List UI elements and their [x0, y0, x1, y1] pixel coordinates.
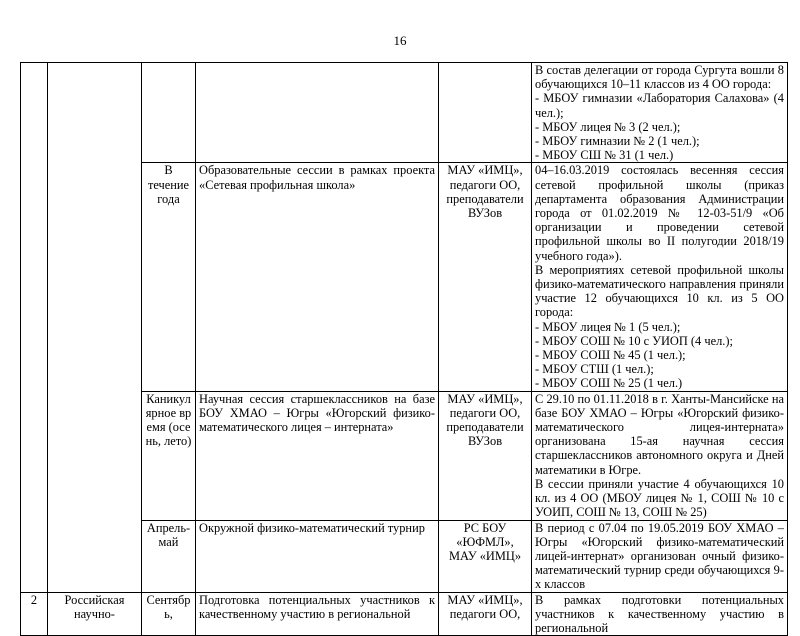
event-cell: Подготовка потенциальных участников к качественному участию в региональной	[196, 592, 439, 636]
period-cell	[142, 63, 196, 163]
result-line: В рамках подготовки потенциальных участников к качественному участию в региональной	[535, 592, 784, 635]
result-line: - МБОУ СШ № 31 (1 чел.)	[535, 148, 674, 163]
row-number-cell	[21, 63, 48, 593]
result-line: В сессии приняли участие 4 обучающихся 10 кл. из 4 ОО (МБОУ лицея № 1, СОШ № 10 с УОИП, СОШ № 13, СОШ № 25)	[535, 476, 784, 520]
responsible-cell	[439, 63, 532, 163]
olympiad-name-cell	[48, 63, 142, 593]
olympiad-name-cell: Российская научно-	[48, 592, 142, 636]
result-line: В мероприятиях сетевой профильной школы физико-математического направления приняли участие 12 обучающихся 10 кл. из 5 ОО города:	[535, 262, 784, 320]
event-cell	[196, 63, 439, 163]
result-line: - МБОУ лицея № 1 (5 чел.);	[535, 319, 681, 334]
result-cell	[532, 63, 788, 163]
responsible-cell: РС БОУ «ЮФМЛ», МАУ «ИМЦ»	[439, 520, 532, 592]
result-line: В состав делегации от города Сургута вошли 8 обучающихся 10–11 классов из 4 ОО города:	[535, 63, 784, 92]
page-number: 16	[393, 33, 407, 48]
result-line: - МБОУ лицея № 3 (2 чел.);	[535, 119, 681, 134]
table-row	[21, 592, 788, 636]
result-line: - МБОУ гимназии № 2 (1 чел.);	[535, 134, 700, 149]
result-line: - МБОУ СОШ № 45 (1 чел.);	[535, 348, 686, 363]
event-cell: Научная сессия старшеклассников на базе БОУ ХМАО – Югры «Югорский физико-математического лицея – интерната»	[196, 391, 439, 520]
period-cell: Апрель-май	[142, 520, 196, 592]
period-cell: Каникулярное время (осень, лето)	[142, 391, 196, 520]
events-table	[20, 62, 788, 636]
result-line: В период с 07.04 по 19.05.2019 БОУ ХМАО – Югры «Югорский физико-математический лицей-интернат» организован очный физико-математический турнир среди обучающихся 9-х классов	[535, 520, 784, 592]
event-cell: Окружной физико-математический турнир	[196, 520, 439, 592]
result-cell	[532, 391, 788, 520]
result-cell	[532, 520, 788, 592]
responsible-cell: МАУ «ИМЦ», педагоги ОО, преподаватели ВУЗов	[439, 391, 532, 520]
result-line: - МБОУ гимназии «Лаборатория Салахова» (4 чел.);	[535, 91, 784, 120]
row-number-cell: 2	[21, 592, 48, 636]
period-cell: Сентябрь,	[142, 592, 196, 636]
result-line: - МБОУ СОШ № 25 (1 чел.)	[535, 376, 683, 391]
period-cell: В течение года	[142, 163, 196, 391]
result-line: - МБОУ СТШ (1 чел.);	[535, 362, 654, 377]
table-row	[21, 63, 788, 163]
event-cell: Образовательные сессии в рамках проекта «Сетевая профильная школа»	[196, 163, 439, 391]
responsible-cell: МАУ «ИМЦ», педагоги ОО, преподаватели ВУЗов	[439, 163, 532, 391]
result-line: - МБОУ СОШ № 10 с УИОП (4 чел.);	[535, 333, 733, 348]
responsible-cell: МАУ «ИМЦ», педагоги ОО,	[439, 592, 532, 636]
result-line: 04–16.03.2019 состоялась весенняя сессия сетевой профильной школы (приказ департамента образования Администрации города от 01.02.2019 № 12-03-51/9 «Об организации и проведении сетевой профильной школы во II полугодии 2018/19 учебного года»).	[535, 163, 784, 263]
result-cell	[532, 592, 788, 636]
result-cell	[532, 163, 788, 391]
result-line: С 29.10 по 01.11.2018 в г. Ханты-Мансийске на базе БОУ ХМАО – Югры «Югорский физико-математического лицея-интерната» организована 15-ая научная сессия старшеклассников автономного округа и Дней математики в Югре.	[535, 391, 784, 477]
